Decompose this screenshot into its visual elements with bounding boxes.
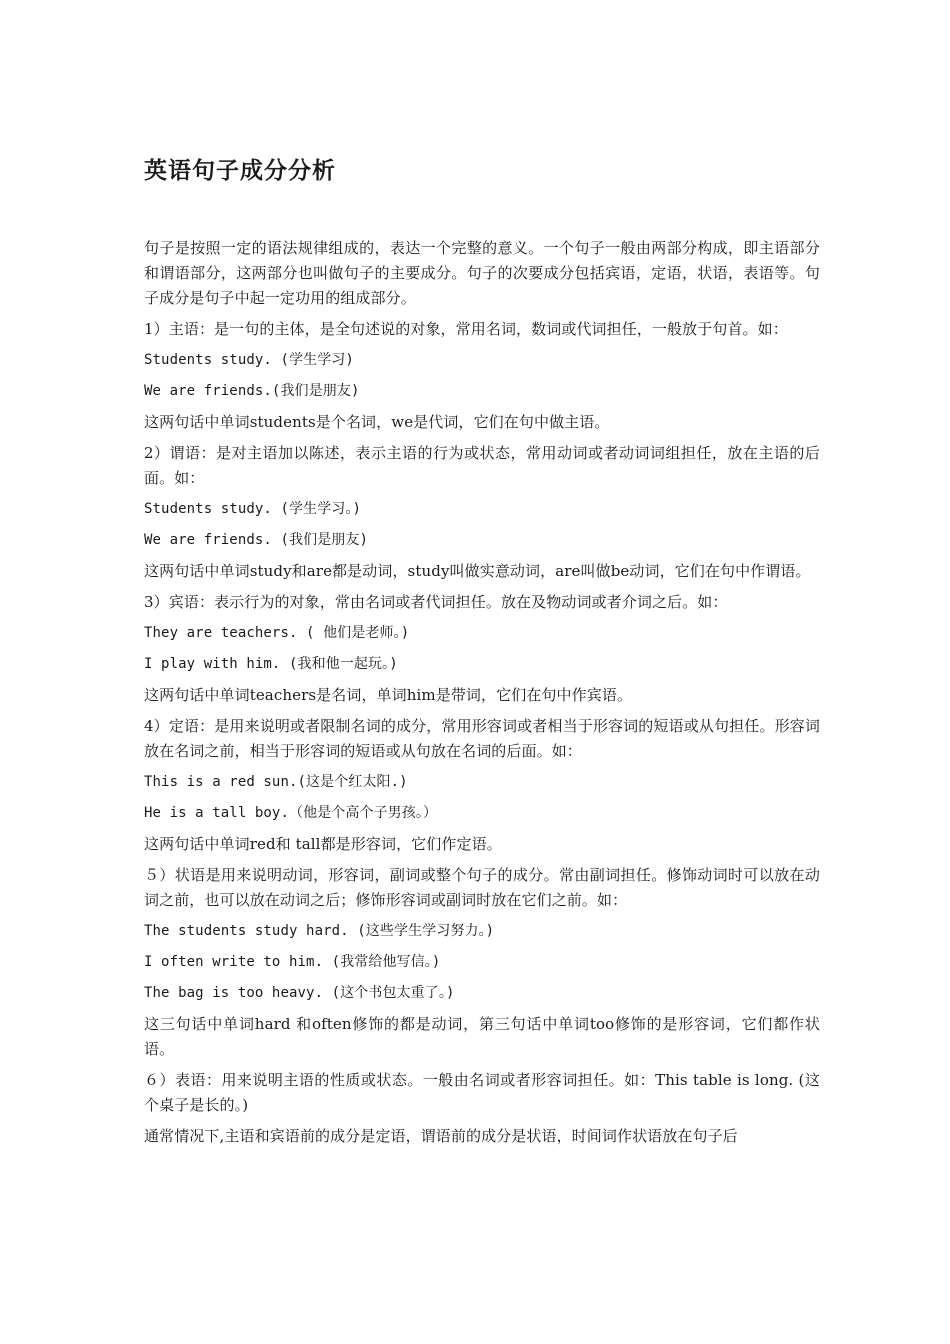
example-sentence: Students study. (学生学习) xyxy=(144,352,354,368)
explanation-paragraph: 这两句话中单词students是个名词，we是代词，它们在句中做主语。 xyxy=(144,413,610,431)
example-sentence: The bag is too heavy. (这个书包太重了。) xyxy=(144,985,455,1001)
explanation-paragraph: 这两句话中单词teachers是名词，单词him是带词，它们在句中作宾语。 xyxy=(144,686,633,704)
intro-paragraph: 句子是按照一定的语法规律组成的，表达一个完整的意义。一个句子一般由两部分构成，即主语部分和谓语部分，这两部分也叫做句子的主要成分。句子的次要成分包括宾语，定语，状语，表语等。句子成分是句子中起一定功用的组成部分。 xyxy=(144,239,820,307)
example-sentence: We are friends. (我们是朋友) xyxy=(144,532,369,548)
explanation-paragraph: 这三句话中单词hard 和often修饰的都是动词，第三句话中单词too修饰的是形容词，它们都作状语。 xyxy=(144,1015,820,1058)
predicative-definition: ６）表语：用来说明主语的性质或状态。一般由名词或者形容词担任。如：This table is long. (这个桌子是长的。) xyxy=(144,1071,820,1114)
example-sentence: We are friends.(我们是朋友) xyxy=(144,383,360,399)
example-sentence: They are teachers. ( 他们是老师。) xyxy=(144,625,410,641)
example-sentence: I often write to him. (我常给他写信。) xyxy=(144,954,441,970)
explanation-paragraph: 这两句话中单词red和 tall都是形容词，它们作定语。 xyxy=(144,835,502,853)
explanation-paragraph: 这两句话中单词study和are都是动词，study叫做实意动词，are叫做be动词，它们在句中作谓语。 xyxy=(144,562,811,580)
example-sentence: He is a tall boy.（他是个高个子男孩。） xyxy=(144,805,438,821)
attribute-definition: 4）定语：是用来说明或者限制名词的成分，常用形容词或者相当于形容词的短语或从句担任。形容词放在名词之前，相当于形容词的短语或从句放在名词的后面。如： xyxy=(144,717,820,760)
summary-paragraph: 通常情况下,主语和宾语前的成分是定语，谓语前的成分是状语，时间词作状语放在句子后 xyxy=(144,1127,738,1145)
example-sentence: Students study. (学生学习。) xyxy=(144,501,362,517)
document-body xyxy=(144,236,820,1155)
example-sentence: This is a red sun.(这是个红太阳.) xyxy=(144,774,408,790)
example-sentence: The students study hard. (这些学生学习努力。) xyxy=(144,923,495,939)
page-title: 英语句子成分分析 xyxy=(144,157,336,184)
predicate-definition: 2）谓语：是对主语加以陈述，表示主语的行为或状态，常用动词或者动词词组担任，放在主语的后面。如： xyxy=(144,444,820,487)
subject-definition: 1）主语：是一句的主体，是全句述说的对象，常用名词，数词或代词担任，一般放于句首。如： xyxy=(144,320,788,338)
adverbial-definition: ５）状语是用来说明动词，形容词，副词或整个句子的成分。常由副词担任。修饰动词时可以放在动词之前，也可以放在动词之后；修饰形容词或副词时放在它们之前。如： xyxy=(144,866,820,909)
object-definition: 3）宾语：表示行为的对象，常由名词或者代词担任。放在及物动词或者介词之后。如： xyxy=(144,593,728,611)
example-sentence: I play with him. (我和他一起玩。) xyxy=(144,656,398,672)
